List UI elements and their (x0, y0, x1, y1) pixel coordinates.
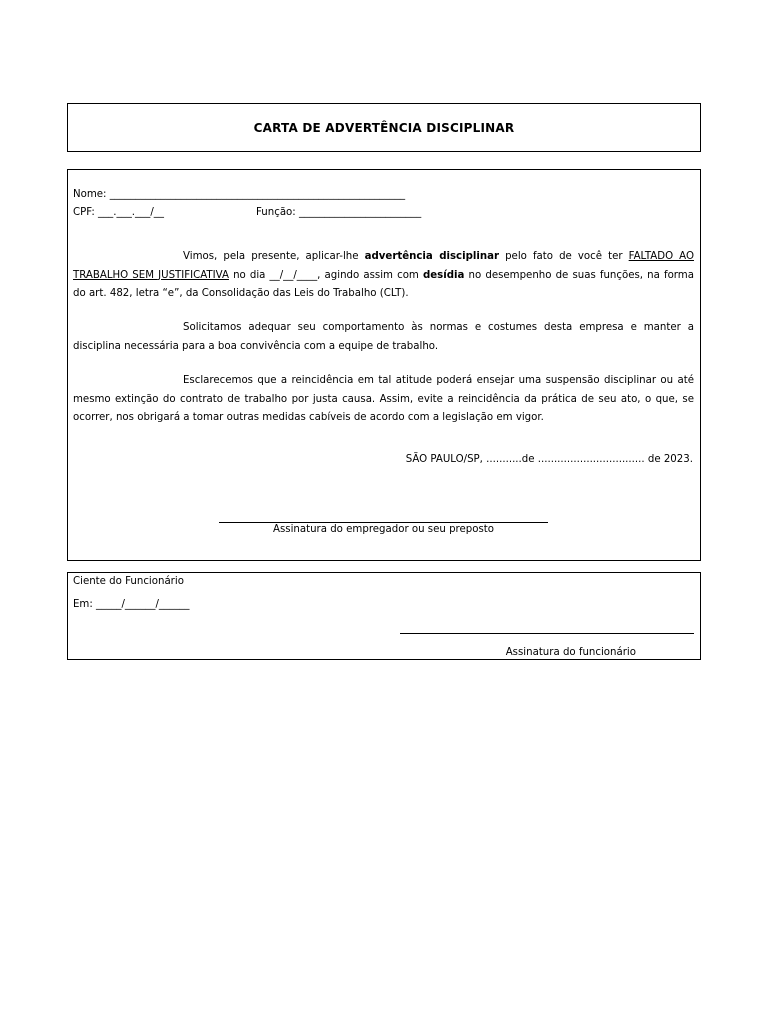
employee-signature-line[interactable] (400, 633, 694, 634)
place-date-line[interactable]: SÃO PAULO/SP, ...........de ................................. de 2023. (405, 454, 693, 465)
employee-signature-label (400, 647, 694, 658)
p1-text-a: Vimos, pela presente, aplicar-lhe (183, 251, 365, 262)
paragraph-3 (73, 372, 694, 428)
employer-signature-line[interactable] (219, 522, 548, 523)
p1-text-b: pelo fato de você ter (499, 251, 629, 262)
p1-date-blank[interactable]: __/__/____ (269, 269, 318, 281)
document-title: CARTA DE ADVERTÊNCIA DISCIPLINAR (253, 121, 515, 135)
p1-bold-advertencia: advertência disciplinar (364, 251, 499, 262)
ack-heading: Ciente do Funcionário (73, 576, 184, 587)
p1-text-d: , agindo assim com (317, 269, 423, 281)
nome-field[interactable]: Nome: __________________________________________________________ (73, 189, 406, 200)
paragraph-2 (73, 319, 694, 356)
p1-text-e: no desempenho de suas funções, na forma do art. 482, letra “e”, da Consolidação das Leis do Trabalho (CLT). (73, 269, 694, 300)
p2-text: Solicitamos adequar seu comportamento às normas e costumes desta empresa e manter a disciplina necessária para a boa convivência com a equipe de trabalho. (73, 322, 694, 352)
letter-body-box (67, 169, 701, 561)
cpf-field[interactable]: CPF: ___.___.___/__ (73, 207, 164, 218)
employee-signature-label-text: Assinatura do funcionário (505, 647, 636, 658)
funcao-field[interactable]: Função: ________________________ (256, 207, 422, 218)
employer-signature-label: Assinatura do empregador ou seu preposto (272, 524, 495, 535)
p1-text-c: no dia (228, 269, 270, 281)
p1-bold-desidia: desídia (422, 269, 465, 281)
p3-text: Esclarecemos que a reincidência em tal atitude poderá ensejar uma suspensão disciplinar ou até mesmo extinção do contrato de trabalho por justa causa. Assim, evite a reincidência da prática de seu ato, o que, se ocorrer, nos obrigará a tomar outras medidas cabíveis de acordo com a legislação em vigor. (73, 375, 694, 424)
employee-acknowledgement-box (67, 572, 701, 660)
title-box (67, 103, 701, 152)
p1-underlined-reason: FALTADO AO TRABALHO SEM JUSTIFICATIVA (73, 251, 694, 281)
paragraph-1 (73, 248, 694, 304)
ack-date-field[interactable]: Em: _____/______/______ (73, 599, 190, 610)
